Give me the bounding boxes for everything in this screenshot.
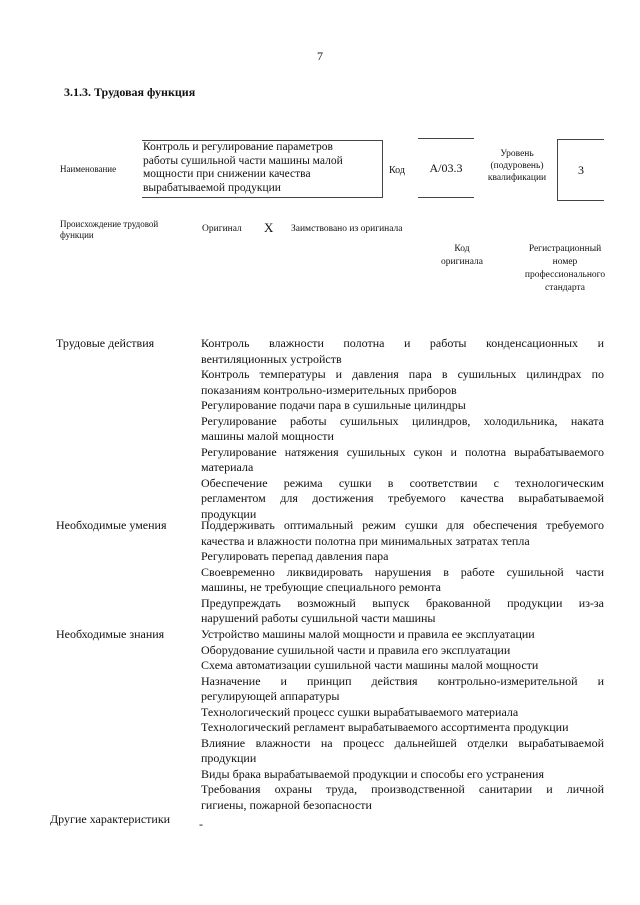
item-line: материала [201, 460, 254, 474]
item-line: Своевременно ликвидировать нарушения в работе сушильной части [201, 564, 604, 579]
reg-number-line: Регистрационный [528, 244, 602, 254]
labor-actions-label: Трудовые действия [56, 336, 155, 350]
item-line: Контроль температуры и давления пара в сушильных цилиндрах по [201, 367, 604, 381]
reg-number-line: номер [552, 257, 578, 267]
function-name-line: работы сушильной части машины малой [143, 154, 343, 167]
item-line: Назначение и принцип действия контрольно-измерительной и [201, 673, 604, 688]
item-line: Обеспечение режима сушки в соответствии с технологическим [201, 475, 604, 490]
item-line: продукции [201, 506, 257, 521]
list-item [201, 596, 604, 627]
list-item [201, 658, 604, 674]
item-line: регулирующей аппаратуры [201, 689, 340, 703]
list-item [201, 445, 604, 476]
code-box [418, 138, 474, 198]
level-value: 3 [578, 163, 584, 177]
code-original-line: оригинала [441, 257, 483, 267]
item-line: качества и влажности полотна при минимальных затратах тепла [201, 533, 530, 548]
item-line: нарушений работы сушильной части машины [201, 611, 436, 625]
level-label-line: (подуровень) [490, 161, 544, 171]
list-item [201, 476, 604, 523]
item-line: Влияние влажности на процесс дальнейшей отделки вырабатываемой [201, 735, 604, 750]
item-line: Оборудование сушильной части и правила его эксплуатации [201, 642, 511, 657]
function-name-line: мощности при снижении качества [143, 168, 311, 180]
item-line: регламентом для достижения требуемого качества вырабатываемой [201, 491, 604, 505]
level-label-line: Уровень [500, 149, 534, 159]
origin-label [60, 219, 158, 241]
item-line: Поддерживать оптимальный режим сушки для обеспечения требуемого [201, 518, 604, 532]
code-original-label [430, 243, 494, 269]
item-line: продукции [201, 751, 257, 765]
list-item [201, 414, 604, 445]
code-original-line: Код [454, 244, 470, 254]
list-item [201, 549, 604, 565]
code-value: А/03.3 [429, 161, 463, 175]
original-mark: X [264, 220, 274, 235]
item-line: Устройство машины малой мощности и правила ее эксплуатации [201, 627, 535, 641]
list-item [201, 674, 604, 705]
function-name-text [143, 141, 381, 195]
list-item [201, 367, 604, 398]
knowledge-label: Необходимые знания [56, 627, 165, 641]
list-item [201, 643, 604, 659]
reg-number-line: стандарта [545, 283, 585, 293]
knowledge-list [201, 627, 604, 813]
item-line: Контроль влажности полотна и работы конденсационных и [201, 336, 604, 350]
level-box [557, 139, 604, 201]
section-title: 3.1.3. Трудовая функция [64, 85, 196, 99]
list-item [201, 398, 604, 414]
list-item [201, 627, 604, 643]
list-item [201, 720, 604, 736]
skills-list [201, 518, 604, 627]
list-item [201, 782, 604, 813]
item-line: машины, не требующие специального ремонта [201, 580, 441, 594]
list-item [201, 736, 604, 767]
function-name-box [142, 140, 383, 198]
skills-label: Необходимые умения [56, 518, 167, 532]
level-label [482, 148, 552, 184]
other-characteristics-label: Другие характеристики [50, 812, 171, 826]
item-line: показаниям контрольно-измерительных приборов [201, 382, 457, 397]
list-item [201, 336, 604, 367]
function-name-line: вырабатываемой продукции [143, 181, 281, 194]
reg-number-label [510, 243, 620, 295]
list-item [201, 565, 604, 596]
item-line: вентиляционных устройств [201, 351, 342, 366]
labor-actions-list [201, 336, 604, 522]
code-label: Код [389, 165, 405, 176]
item-line: Регулирование подачи пара в сушильные цилиндры [201, 398, 466, 412]
page-number: 7 [317, 49, 323, 63]
item-line: Регулировать перепад давления пара [201, 549, 389, 563]
list-item [201, 518, 604, 549]
list-item [201, 705, 604, 721]
item-line: гигиены, пожарной безопасности [201, 797, 372, 812]
origin-label-line: функции [60, 230, 94, 240]
other-characteristics-value: - [199, 817, 203, 831]
origin-label-line: Происхождение трудовой [60, 219, 159, 229]
level-label-line: квалификации [487, 173, 547, 183]
item-line: машины малой мощности [201, 429, 334, 443]
borrowed-label: Заимствовано из оригинала [291, 224, 403, 234]
item-line: Технологический процесс сушки вырабатываемого материала [201, 704, 519, 719]
name-label: Наименование [60, 164, 117, 174]
item-line: Требования охраны труда, производственной санитарии и личной [201, 782, 604, 796]
item-line: Виды брака вырабатываемой продукции и способы его устранения [201, 766, 545, 781]
item-line: Технологический регламент вырабатываемого ассортимента продукции [201, 720, 569, 734]
item-line: Регулирование работы сушильных цилиндров, холодильника, наката [201, 413, 604, 428]
item-line: Предупреждать возможный выпуск бракованной продукции из-за [201, 595, 604, 610]
original-label: Оригинал [202, 224, 242, 234]
list-item [201, 767, 604, 783]
reg-number-line: профессионального [524, 270, 606, 280]
item-line: Схема автоматизации сушильной части машины малой мощности [201, 658, 539, 672]
item-line: Регулирование натяжения сушильных сукон и полотна вырабатываемого [201, 444, 604, 459]
function-name-line: Контроль и регулирование параметров [143, 141, 333, 153]
